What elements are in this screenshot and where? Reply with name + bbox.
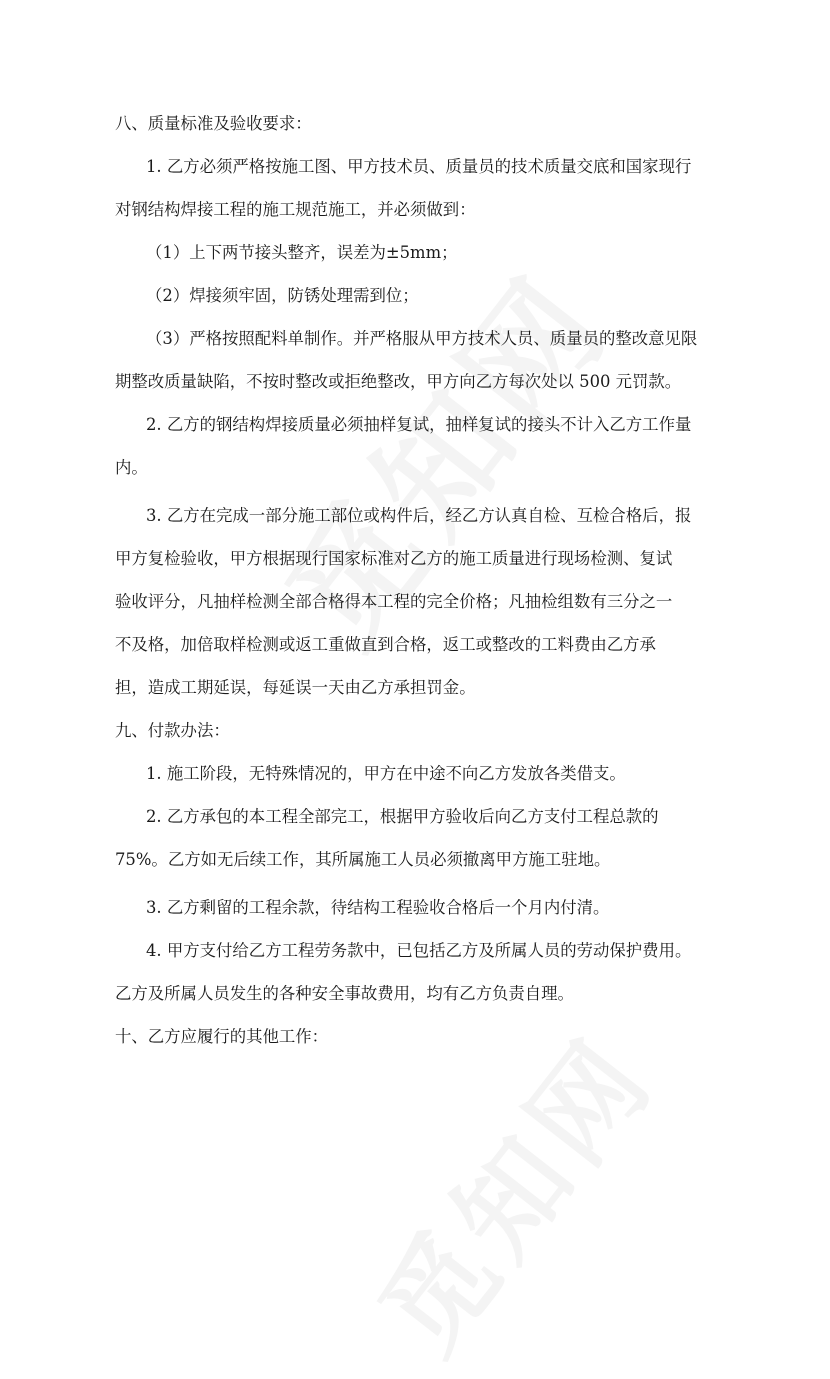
paragraph-line: 不及格，加倍取样检测或返工重做直到合格，返工或整改的工料费由乙方承 [115, 635, 656, 654]
paragraph-line: 甲方复检验收，甲方根据现行国家标准对乙方的施工质量进行现场检测、复试 [115, 549, 673, 568]
section-heading-10: 十、乙方应履行的其他工作： [115, 1027, 329, 1046]
paragraph-line: （1）上下两节接头整齐，误差为±5mm； [146, 243, 458, 262]
paragraph-line: 乙方及所属人员发生的各种安全事故费用，均有乙方负责自理。 [115, 984, 574, 1003]
paragraph-line: 对钢结构焊接工程的施工规范施工，并必须做到： [115, 200, 476, 219]
section-heading-9: 九、付款办法： [115, 721, 230, 740]
paragraph-line: 内。 [115, 458, 148, 477]
paragraph-line: （3）严格按照配料单制作。并严格服从甲方技术人员、质量员的整改意见限 [146, 329, 698, 348]
paragraph-line: 1. 施工阶段，无特殊情况的，甲方在中途不向乙方发放各类借支。 [146, 764, 626, 783]
paragraph-line: （2）焊接须牢固，防锈处理需到位； [146, 286, 419, 305]
paragraph-line: 1. 乙方必须严格按施工图、甲方技术员、质量员的技术质量交底和国家现行 [146, 157, 692, 176]
paragraph-line: 75%。乙方如无后续工作，其所属施工人员必须撤离甲方施工驻地。 [115, 850, 611, 869]
paragraph-line: 期整改质量缺陷，不按时整改或拒绝整改，甲方向乙方每次处以 500 元罚款。 [115, 372, 682, 391]
paragraph-line: 验收评分，凡抽样检测全部合格得本工程的完全价格；凡抽检组数有三分之一 [115, 592, 673, 611]
paragraph-line: 2. 乙方的钢结构焊接质量必须抽样复试，抽样复试的接头不计入乙方工作量 [146, 415, 692, 434]
paragraph-line: 2. 乙方承包的本工程全部完工，根据甲方验收后向乙方支付工程总款的 [146, 807, 659, 826]
paragraph-line: 担，造成工期延误，每延误一天由乙方承担罚金。 [115, 678, 476, 697]
section-heading-8: 八、质量标准及验收要求： [115, 114, 312, 133]
paragraph-line: 3. 乙方在完成一部分施工部位或构件后，经乙方认真自检、互检合格后，报 [146, 506, 692, 525]
watermark [337, 999, 683, 1379]
paragraph-line: 4. 甲方支付给乙方工程劳务款中，已包括乙方及所属人员的劳动保护费用。 [146, 941, 692, 960]
paragraph-line: 3. 乙方剩留的工程余款，待结构工程验收合格后一个月内付清。 [146, 898, 610, 917]
